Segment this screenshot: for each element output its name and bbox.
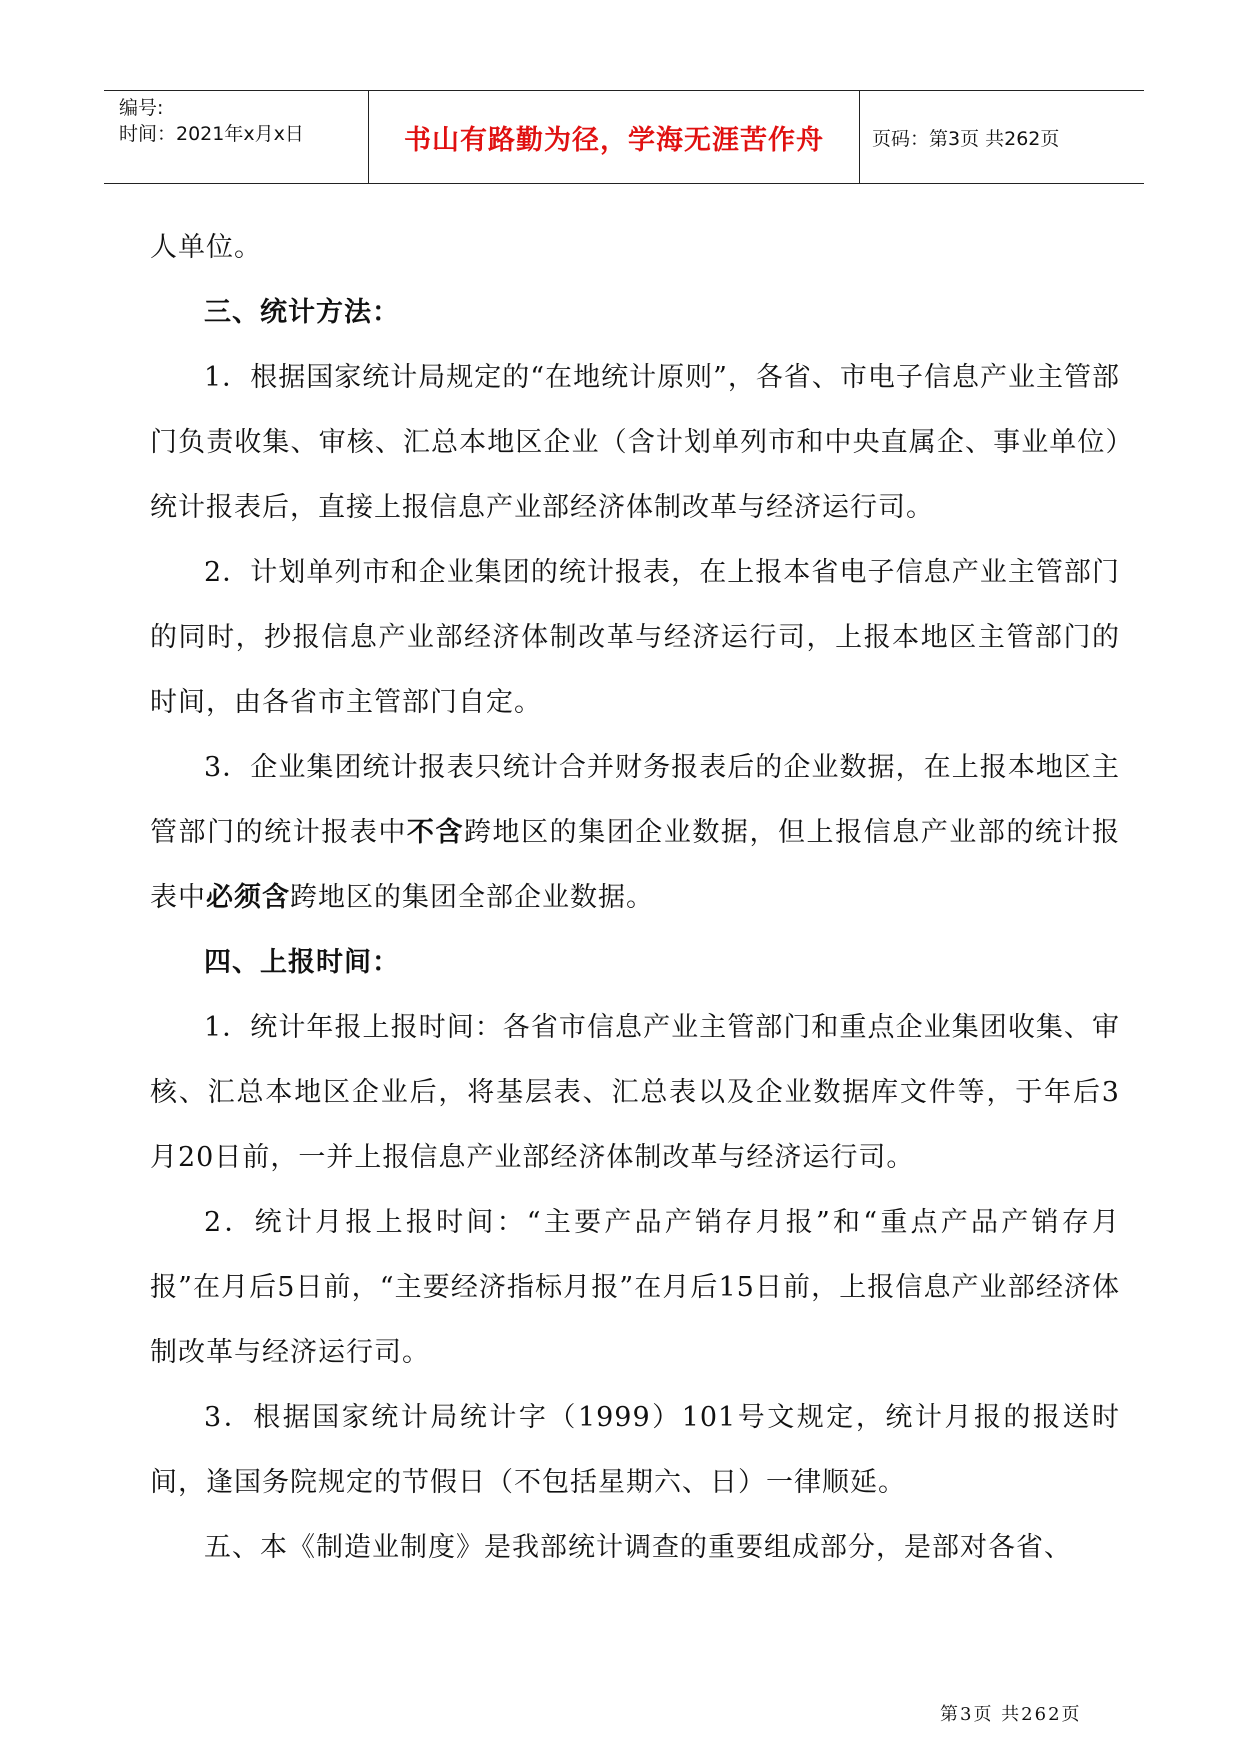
section-heading-methods: 三、统计方法： [204, 297, 400, 328]
section-heading-reporting-time: 四、上报时间： [204, 947, 400, 978]
number-label: 编号: [119, 97, 164, 119]
page-footer: 第3页 共262页 [940, 1704, 1082, 1725]
header-page-number: 页码：第3页 共262页 [872, 127, 1060, 150]
method-3-bold-a: 不含 [406, 817, 465, 848]
method-3-bold-b: 必须含 [206, 882, 290, 913]
method-3-text-c: 跨地区的集团全部企业数据。 [290, 882, 654, 913]
header-meta [104, 91, 369, 183]
time-label: 时间：2021年x月x日 [119, 123, 304, 145]
document-body [150, 215, 1120, 1580]
paragraph-method-1: 1．根据国家统计局规定的“在地统计原则”，各省、市电子信息产业主管部门负责收集、审核、汇总本地区企业（含计划单列市和中央直属企、事业单位）统计报表后，直接上报信息产业部经济体制改革与经济运行司。 [150, 362, 1120, 523]
header-motto: 书山有路勤为径，学海无涯苦作舟 [369, 91, 860, 183]
paragraph-continuation: 人单位。 [150, 232, 262, 263]
page-header [104, 90, 1144, 184]
method-3-text-b: 跨地区的集团企业数据，但上报信息产业部的统计报表中 [150, 817, 1121, 913]
paragraph-section-5: 五、本《制造业制度》是我部统计调查的重要组成部分，是部对各省、 [204, 1532, 1072, 1563]
paragraph-time-2: 2．统计月报上报时间：“主要产品产销存月报”和“重点产品产销存月报”在月后5日前，“主要经济指标月报”在月后15日前，上报信息产业部经济体制改革与经济运行司。 [150, 1207, 1120, 1368]
paragraph-method-3 [150, 735, 1120, 930]
paragraph-method-2: 2．计划单列市和企业集团的统计报表，在上报本省电子信息产业主管部门的同时，抄报信息产业部经济体制改革与经济运行司，上报本地区主管部门的时间，由各省市主管部门自定。 [150, 557, 1120, 718]
paragraph-time-1: 1．统计年报上报时间：各省市信息产业主管部门和重点企业集团收集、审核、汇总本地区企业后，将基层表、汇总表以及企业数据库文件等，于年后3月20日前，一并上报信息产业部经济体制改革与经济运行司。 [150, 1012, 1120, 1173]
method-3-text-a: 3．企业集团统计报表只统计合并财务报表后的企业数据，在上报本地区主管部门的统计报表中 [150, 752, 1120, 848]
paragraph-time-3: 3．根据国家统计局统计字（1999）101号文规定，统计月报的报送时间，逢国务院规定的节假日（不包括星期六、日）一律顺延。 [150, 1402, 1120, 1498]
